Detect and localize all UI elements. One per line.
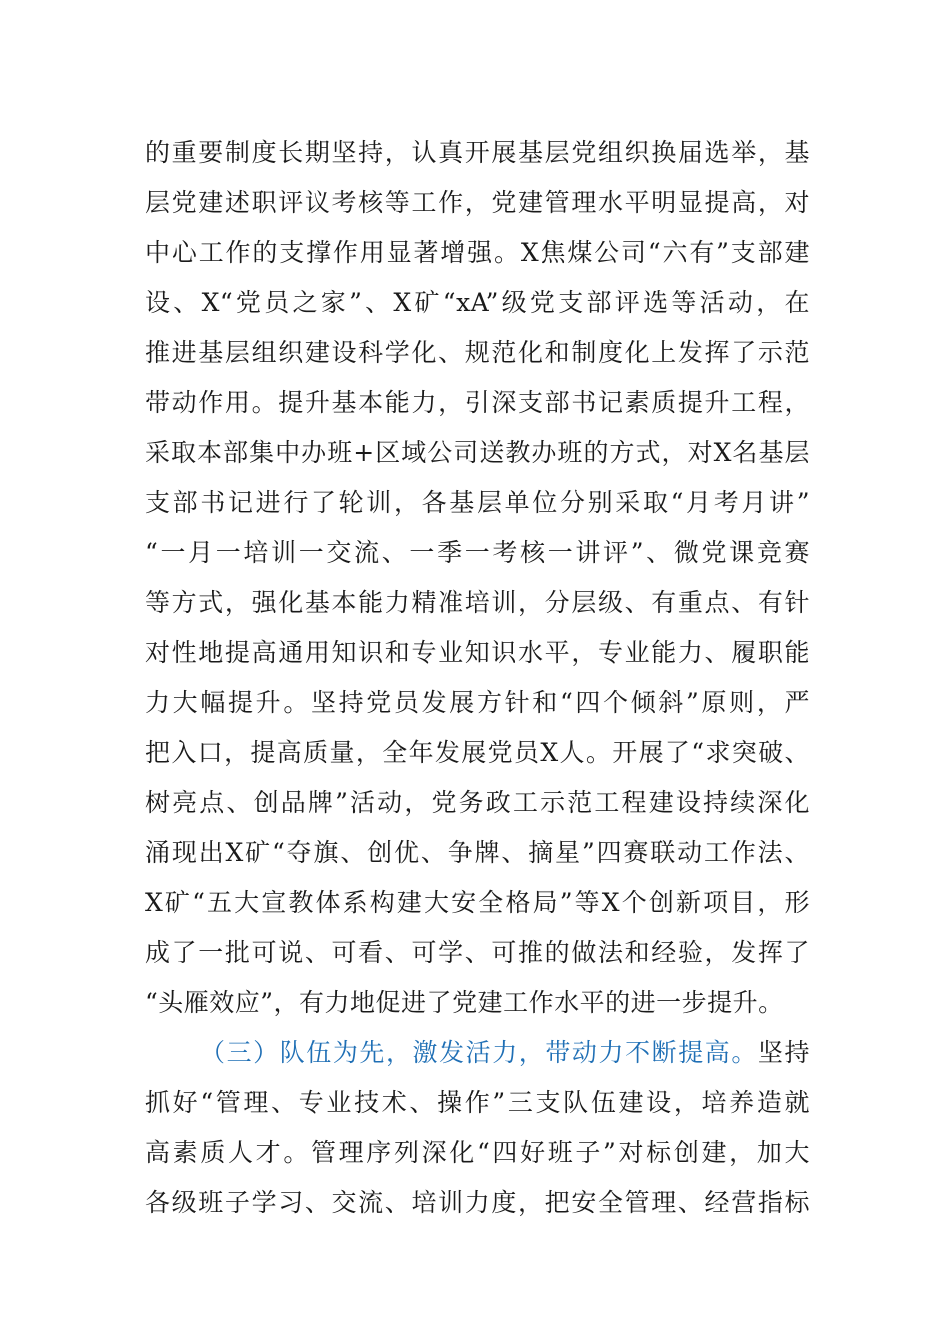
- text-line: 的重要制度长期坚持，认真开展基层党组织换届选举，基: [145, 138, 810, 167]
- section-heading: （三）队伍为先，激发活力，带动力不断提高。: [200, 1038, 758, 1067]
- text-line: 设、X“党员之家”、X矿“xA”级党支部评选等活动，在: [145, 288, 810, 317]
- text-line: 推进基层组织建设科学化、规范化和制度化上发挥了示范: [145, 338, 810, 367]
- text-line: X矿“五大宣教体系构建大安全格局”等X个创新项目，形: [145, 888, 810, 917]
- text-line: 涌现出X矿“夺旗、创优、争牌、摘星”四赛联动工作法、: [145, 838, 810, 867]
- body-text: [145, 128, 810, 1228]
- section-line-rest: 坚持: [757, 1038, 810, 1067]
- text-line: “一月一培训一交流、一季一考核一讲评”、微党课竞赛: [145, 538, 810, 567]
- text-line: 支部书记进行了轮训，各基层单位分别采取“月考月讲”: [145, 488, 810, 517]
- text-line: 高素质人才。管理序列深化“四好班子”对标创建，加大: [145, 1138, 810, 1167]
- text-line: “头雁效应”，有力地促进了党建工作水平的进一步提升。: [145, 988, 784, 1017]
- text-line: 树亮点、创品牌”活动，党务政工示范工程建设持续深化: [145, 788, 810, 817]
- text-line: 各级班子学习、交流、培训力度，把安全管理、经营指标: [145, 1188, 810, 1217]
- text-line: 中心工作的支撑作用显著增强。X焦煤公司“六有”支部建: [145, 238, 810, 267]
- text-line: 带动作用。提升基本能力，引深支部书记素质提升工程，: [145, 388, 810, 417]
- text-line: 抓好“管理、专业技术、操作”三支队伍建设，培养造就: [145, 1088, 810, 1117]
- text-line: 力大幅提升。坚持党员发展方针和“四个倾斜”原则，严: [145, 688, 810, 717]
- text-line: 采取本部集中办班+区域公司送教办班的方式，对X名基层: [145, 438, 810, 467]
- text-line: 成了一批可说、可看、可学、可推的做法和经验，发挥了: [145, 938, 810, 967]
- text-line: 对性地提高通用知识和专业知识水平，专业能力、履职能: [145, 638, 810, 667]
- section-heading-line: [145, 1028, 810, 1078]
- text-line: 层党建述职评议考核等工作，党建管理水平明显提高，对: [145, 188, 810, 217]
- text-line: 等方式，强化基本能力精准培训，分层级、有重点、有针: [145, 588, 810, 617]
- text-line: 把入口，提高质量，全年发展党员X人。开展了“求突破、: [145, 738, 810, 767]
